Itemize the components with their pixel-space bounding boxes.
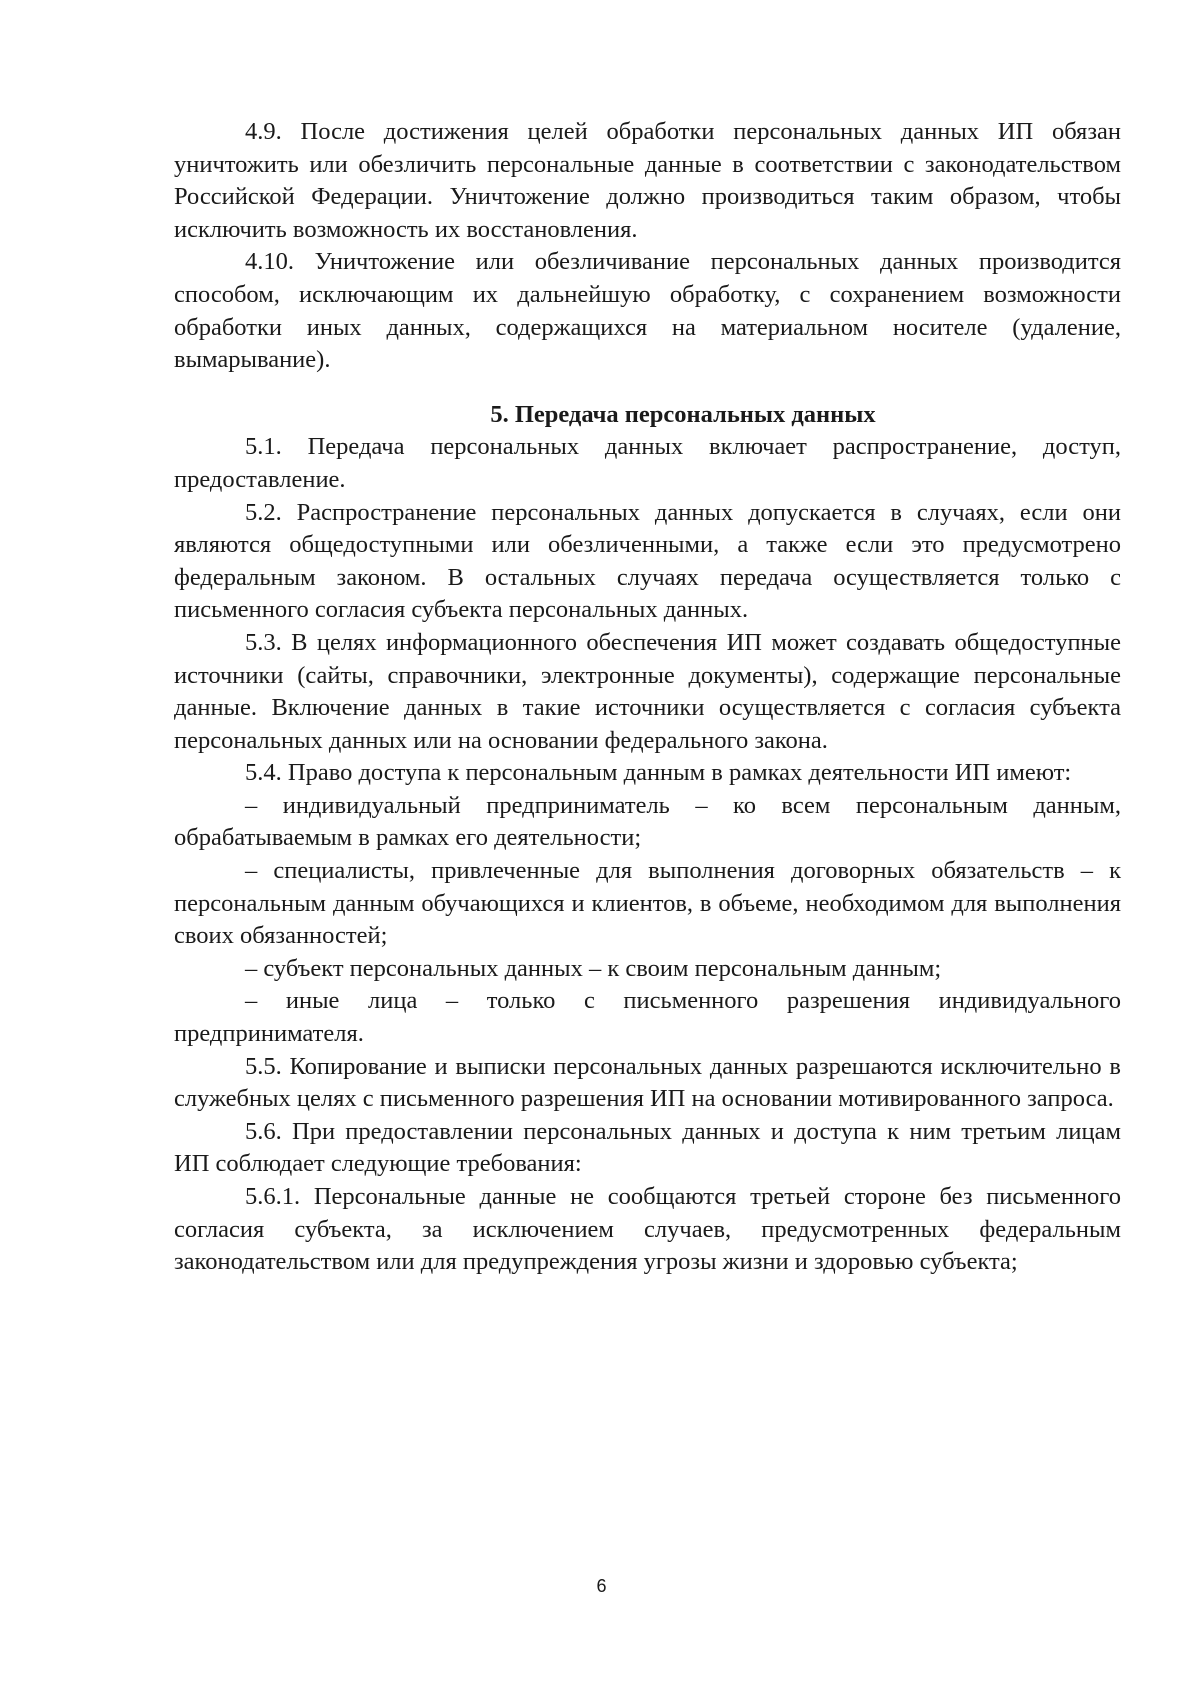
paragraph-4-10: 4.10. Уничтожение или обезличивание персональных данных производится способом, исключающим их дальнейшую обработку, с сохранением возможности обработки иных данных, содержащихся на материальном носителе (удаление, вымарывание).: [174, 248, 1121, 374]
list-item: – индивидуальный предприниматель – ко всем персональным данным, обрабатываемым в рамках его деятельности;: [174, 791, 1121, 852]
paragraph-5-5: 5.5. Копирование и выписки персональных данных разрешаются исключительно в служебных целях с письменного разрешения ИП на основании мотивированного запроса.: [174, 1052, 1121, 1113]
paragraph-5-6: 5.6. При предоставлении персональных данных и доступа к ним третьим лицам ИП соблюдает следующие требования:: [174, 1117, 1121, 1178]
paragraph-5-3: 5.3. В целях информационного обеспечения ИП может создавать общедоступные источники (сайты, справочники, электронные документы), содержащие персональные данные. Включение данных в такие источники осуществляется с согласия субъекта персональных данных или на основании федерального закона.: [174, 628, 1121, 754]
section-heading: 5. Передача персональных данных: [490, 400, 876, 428]
page-number: 6: [596, 1576, 607, 1596]
list-item: – иные лица – только с письменного разрешения индивидуального предпринимателя.: [174, 987, 1121, 1048]
paragraph-5-2: 5.2. Распространение персональных данных допускается в случаях, если они являются общедоступными или обезличенными, а также если это предусмотрено федеральным законом. В остальных случаях передача осуществляется только с письменного согласия субъекта персональных данных.: [174, 498, 1121, 624]
paragraph-5-1: 5.1. Передача персональных данных включает распространение, доступ, предоставление.: [174, 433, 1121, 493]
page-body: [174, 116, 1121, 1279]
paragraph-4-9: 4.9. После достижения целей обработки персональных данных ИП обязан уничтожить или обезличить персональные данные в соответствии с законодательством Российской Федерации. Уничтожение должно производиться таким образом, чтобы исключить возможность их восстановления.: [174, 118, 1121, 243]
list-item: – специалисты, привлеченные для выполнения договорных обязательств – к персональным данным обучающихся и клиентов, в объеме, необходимом для выполнения своих обязанностей;: [174, 857, 1121, 950]
paragraph-5-6-1: 5.6.1. Персональные данные не сообщаются третьей стороне без письменного согласия субъекта, за исключением случаев, предусмотренных федеральным законодательством или для предупреждения угрозы жизни и здоровью субъекта;: [174, 1183, 1121, 1276]
paragraph-5-4: 5.4. Право доступа к персональным данным в рамках деятельности ИП имеют:: [245, 759, 1072, 787]
list-item: – субъект персональных данных – к своим персональным данным;: [245, 954, 942, 982]
